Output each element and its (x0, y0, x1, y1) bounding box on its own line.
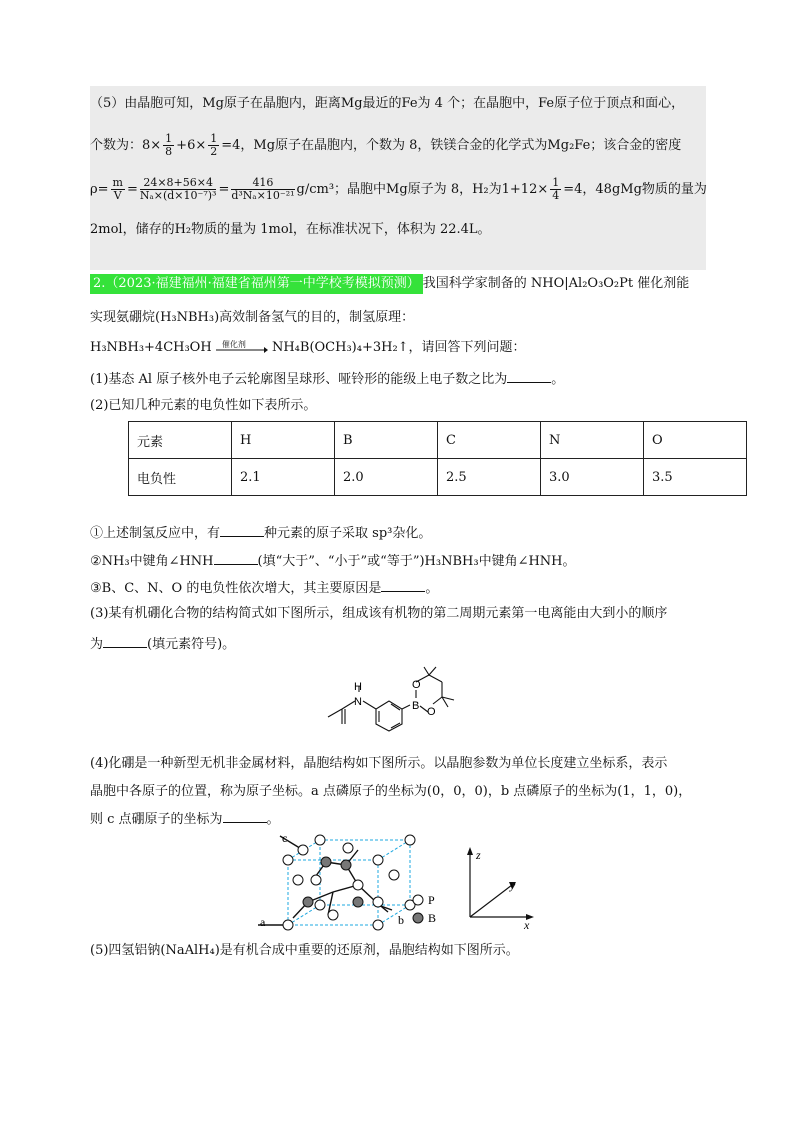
table-cell: 2.5 (438, 459, 541, 496)
table-cell: O (644, 422, 747, 459)
fraction: $\frac{24\times 8+56\times 4}{\text{Nₐ×(d×10⁻⁷)³}}$ (139, 176, 217, 202)
table-cell: 2.1 (232, 459, 335, 496)
solution-line-3: ρ= $\frac{m}{V}$ = $\frac{24\times 8+56\times 4}{\text{Nₐ×(d×10⁻⁷)³}}$ = $\frac{416}{\text{d³Nₐ×10⁻²¹}}$ g/cm³；晶胞中Mg原子为 8，H₂为1+12× $\frac{1}{4}$ =4，48gMg物质的量为 (90, 176, 707, 202)
question-2: (2)已知几种元素的电负性如下表所示。 (90, 398, 317, 413)
answer-blank[interactable] (103, 633, 147, 648)
question-3-line-1: (3)某有机硼化合物的结构简式如下图所示，组成该有机物的第二周期元素第一电离能由大到小的顺序 (90, 606, 668, 621)
solution-line-4: 2mol，储存的H₂物质的量为 1mol，在标准状况下，体积为 22.4L。 (90, 222, 491, 237)
point-label-b: b (398, 913, 404, 927)
point-label-c: c (282, 831, 288, 845)
table-cell: 2.0 (335, 459, 438, 496)
table-row (129, 422, 747, 459)
question-5: (5)四氢铝钠(NaAlH₄)是有机合成中重要的还原剂，晶胞结构如下图所示。 (90, 943, 519, 958)
fraction: $\frac{1}{2}$ (210, 132, 218, 158)
axis-label-y: y (510, 878, 516, 892)
question-source-badge: 2.（2023·福建福州·福建省福州第一中学校考模拟预测） (90, 274, 423, 294)
answer-blank[interactable] (223, 808, 267, 823)
question-2-2: ②NH₃中键角∠HNH (填“大于”、“小于”或“等于”)H₃NBH₃中键角∠HNH。 (90, 550, 576, 572)
answer-blank[interactable] (214, 550, 258, 565)
table-cell: C (438, 422, 541, 459)
legend-label-p: P (428, 893, 435, 907)
atom-label-o: O (412, 679, 421, 691)
fraction: $\frac{1}{8}$ (165, 132, 173, 158)
question-3-line-2: 为 (填元素符号)。 (90, 633, 235, 655)
table-cell: 3.0 (541, 459, 644, 496)
answer-blank[interactable] (507, 368, 551, 383)
reaction-equation: H₃NBH₃+4CH₃OH 催化剂 NH₄B(OCH₃)₄+3H₂↑，请回答下列问题： (90, 339, 526, 355)
question-1: (1)基态 Al 原子核外电子云轮廓图呈球形、哑铃形的能级上电子数之比为 。 (90, 368, 564, 390)
answer-blank[interactable] (381, 577, 425, 592)
table-cell: B (335, 422, 438, 459)
molecule-structure (320, 660, 490, 745)
solution-line-1: （5）由晶胞可知，Mg原子在晶胞内，距离Mg最近的Fe为 4 个；在晶胞中，Fe原子位于顶点和面心， (90, 96, 685, 111)
question-header: 2.（2023·福建福州·福建省福州第一中学校考模拟预测） 我国科学家制备的 NHO|Al₂O₃O₂Pt 催化剂能 (90, 274, 689, 294)
solution-line-2: 个数为：8× $\frac{1}{8}$ +6× $\frac{1}{2}$ =4，Mg原子在晶胞内，个数为 8，铁镁合金的化学式为Mg₂Fe；该合金的密度 (90, 132, 682, 158)
table-cell: N (541, 422, 644, 459)
legend-p-marker (413, 895, 423, 905)
axis-label-x: x (524, 918, 530, 930)
crystal-structure (258, 830, 448, 935)
legend-label-b: B (428, 911, 437, 925)
atom-label-h: H (354, 681, 362, 693)
question-2-3: ③B、C、N、O 的电负性依次增大，其主要原因是 。 (90, 577, 438, 599)
reaction-arrow: 催化剂 (216, 341, 268, 355)
electronegativity-table (128, 421, 747, 496)
point-label-a: a (260, 915, 266, 929)
question-4-line-2: 晶胞中各原子的位置，称为原子坐标。a 点磷原子的坐标为(0，0，0)，b 点磷原子的坐标为(1，1，0)， (90, 784, 692, 799)
table-cell: 3.5 (644, 459, 747, 496)
fraction: $\frac{416}{\text{d³Nₐ×10⁻²¹}}$ (231, 176, 295, 202)
question-4-line-3: 则 c 点硼原子的坐标为 。 (90, 808, 280, 830)
table-cell: 元素 (129, 422, 232, 459)
table-cell: 电负性 (129, 459, 232, 496)
atom-label-n: N (354, 696, 362, 708)
table-row (129, 459, 747, 496)
answer-blank[interactable] (220, 522, 264, 537)
coordinate-axes (460, 845, 540, 930)
legend-b-marker (413, 913, 423, 923)
question-2-1: ①上述制氢反应中，有 种元素的原子采取 sp³杂化。 (90, 522, 431, 544)
axis-label-z: z (476, 848, 481, 862)
atom-label-o: O (427, 706, 436, 718)
fraction: $\frac{1}{4}$ (552, 176, 560, 202)
fraction: $\frac{m}{V}$ (112, 176, 123, 202)
table-cell: H (232, 422, 335, 459)
question-4-line-1: (4)化硼是一种新型无机非金属材料，晶胞结构如下图所示。以晶胞参数为单位长度建立坐标系，表示 (90, 756, 668, 771)
intro-line: 实现氨硼烷(H₃NBH₃)高效制备氢气的目的，制氢原理： (90, 310, 415, 325)
atom-label-b: B (412, 700, 420, 712)
